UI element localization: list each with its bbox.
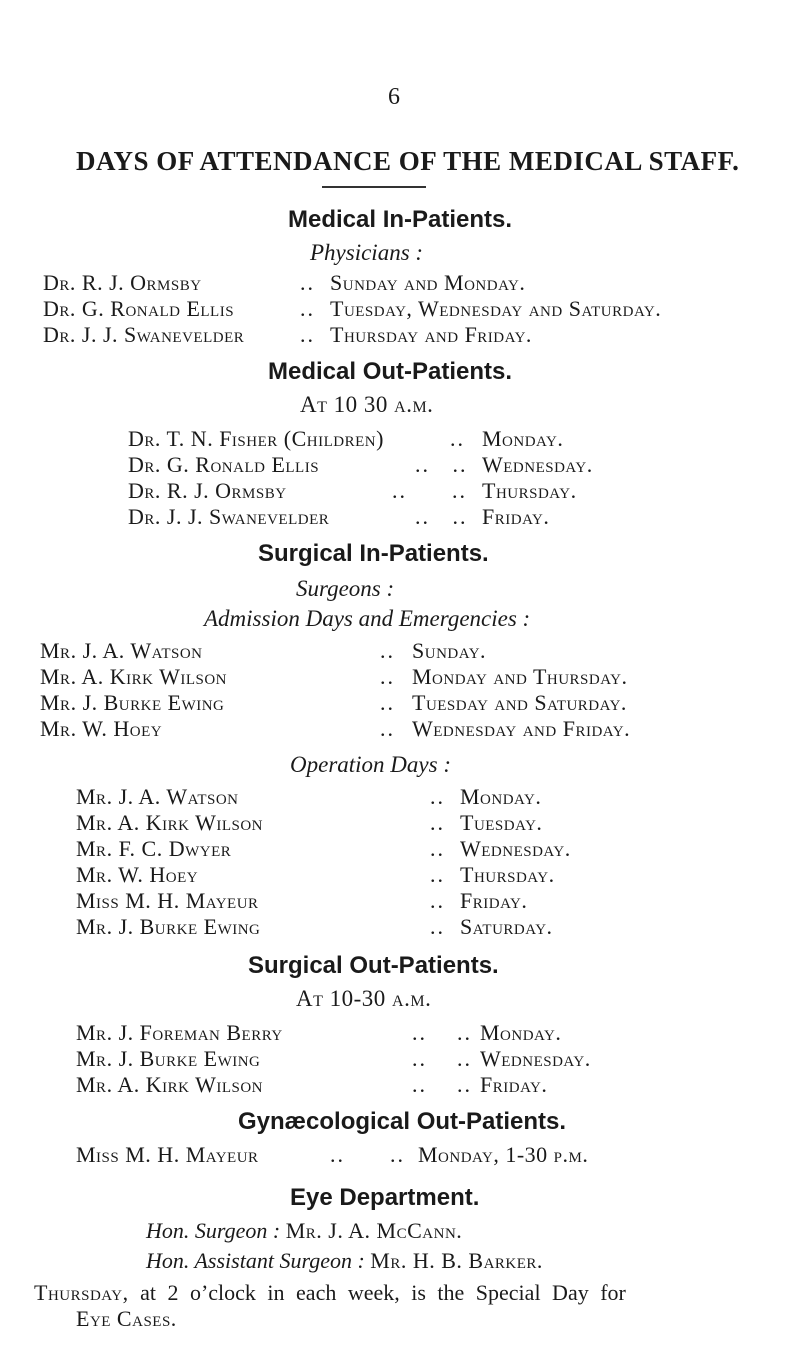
gynaecologist-name: Miss M. H. Mayeur	[76, 1142, 259, 1167]
surgeon-name: Mr. J. Burke Ewing	[76, 1046, 261, 1071]
leader-dots: .. ..	[412, 1046, 472, 1071]
physicians-subheading: Physicians :	[310, 240, 424, 265]
surgeon-days: Wednesday and Friday.	[412, 716, 631, 741]
eye-note-cases: Eye Cases.	[76, 1306, 177, 1331]
leader-dots: .. ..	[415, 504, 468, 529]
leader-dots: ..	[380, 638, 395, 663]
gynaecologist-days: Monday, 1-30 p.m.	[418, 1142, 589, 1167]
leader-dots: ..	[300, 296, 315, 321]
leader-dots: ..	[430, 836, 445, 861]
surgeon-days: Thursday.	[460, 862, 555, 887]
surgeon-days: Wednesday.	[480, 1046, 591, 1071]
eye-assistant-label: Hon. Assistant Surgeon :	[146, 1248, 365, 1273]
doctor-name: Dr. T. N. Fisher (Children)	[128, 426, 384, 451]
surgeon-days: Tuesday.	[460, 810, 543, 835]
surgeon-days: Wednesday.	[460, 836, 571, 861]
surgical-outpatients-heading: Surgical Out-Patients.	[248, 952, 499, 979]
medical-outpatients-heading: Medical Out-Patients.	[268, 358, 513, 385]
eye-assistant-line	[146, 1248, 543, 1274]
leader-dots: ..	[380, 716, 395, 741]
surgeon-name: Mr. J. Foreman Berry	[76, 1020, 283, 1045]
operation-days-heading: Operation Days :	[290, 752, 451, 777]
eye-department-heading: Eye Department.	[290, 1184, 480, 1211]
surgeon-name: Mr. J. A. Watson	[40, 638, 203, 663]
leader-dots: ..	[380, 664, 395, 689]
leader-dots: .. ..	[412, 1020, 472, 1045]
surgeon-days: Friday.	[480, 1072, 548, 1097]
physician-name: Dr. J. J. Swanevelder	[43, 322, 245, 347]
physician-days: Sunday and Monday.	[330, 270, 526, 295]
leader-dots: ..	[430, 810, 445, 835]
surgeon-days: Saturday.	[460, 914, 553, 939]
leader-dots: .. ..	[412, 1072, 472, 1097]
leader-dots: ..	[430, 784, 445, 809]
doctor-days: Friday.	[482, 504, 550, 529]
surgeon-days: Friday.	[460, 888, 528, 913]
eye-note-text: at 2 o’clock in each week, is the Special Day for	[140, 1280, 626, 1305]
leader-dots: ..	[300, 322, 315, 347]
doctor-name: Dr. R. J. Ormsby	[128, 478, 287, 503]
surgeon-days: Sunday.	[412, 638, 487, 663]
physician-name: Dr. R. J. Ormsby	[43, 270, 202, 295]
surgeon-name: Mr. J. Burke Ewing	[40, 690, 225, 715]
physician-days: Thursday and Friday.	[330, 322, 532, 347]
physician-days: Tuesday, Wednesday and Saturday.	[330, 296, 662, 321]
surgeon-name: Mr. W. Hoey	[76, 862, 199, 887]
doctor-days: Wednesday.	[482, 452, 593, 477]
eye-note-line	[34, 1280, 626, 1306]
page-number: 6	[388, 84, 400, 110]
eye-surgeon-label: Hon. Surgeon :	[146, 1218, 281, 1243]
gynaecological-outpatients-heading: Gynæcological Out-Patients.	[238, 1108, 567, 1135]
page-title: DAYS OF ATTENDANCE OF THE MEDICAL STAFF.	[76, 146, 740, 176]
surgeon-name: Miss M. H. Mayeur	[76, 888, 259, 913]
leader-dots: ..	[300, 270, 315, 295]
leader-dots: .. ..	[330, 1142, 405, 1167]
eye-note-day: Thursday,	[34, 1280, 129, 1305]
leader-dots: ..	[450, 426, 465, 451]
eye-assistant-name: Mr. H. B. Barker.	[370, 1248, 543, 1273]
leader-dots: ..	[380, 690, 395, 715]
leader-dots: ..	[430, 888, 445, 913]
admission-days-heading: Admission Days and Emergencies :	[204, 606, 531, 631]
surgical-inpatients-heading: Surgical In-Patients.	[258, 540, 489, 567]
doctor-name: Dr. J. J. Swanevelder	[128, 504, 330, 529]
surgeon-name: Mr. W. Hoey	[40, 716, 163, 741]
leader-dots: .. ..	[392, 478, 467, 503]
surgeons-subheading: Surgeons :	[296, 576, 395, 601]
eye-surgeon-line	[146, 1218, 462, 1244]
doctor-name: Dr. G. Ronald Ellis	[128, 452, 320, 477]
surgeon-days: Tuesday and Saturday.	[412, 690, 627, 715]
surgeon-name: Mr. J. A. Watson	[76, 784, 239, 809]
medical-inpatients-heading: Medical In-Patients.	[288, 206, 513, 233]
surgeon-name: Mr. A. Kirk Wilson	[76, 810, 263, 835]
leader-dots: ..	[430, 914, 445, 939]
surgeon-name: Mr. A. Kirk Wilson	[76, 1072, 263, 1097]
surgeon-days: Monday.	[460, 784, 542, 809]
leader-dots: ..	[430, 862, 445, 887]
physician-name: Dr. G. Ronald Ellis	[43, 296, 235, 321]
leader-dots: .. ..	[415, 452, 468, 477]
surgeon-name: Mr. A. Kirk Wilson	[40, 664, 227, 689]
eye-surgeon-name: Mr. J. A. McCann.	[285, 1218, 463, 1243]
surgeon-name: Mr. F. C. Dwyer	[76, 836, 232, 861]
surgeon-days: Monday.	[480, 1020, 562, 1045]
doctor-days: Monday.	[482, 426, 564, 451]
doctor-days: Thursday.	[482, 478, 577, 503]
title-rule	[322, 186, 426, 188]
surgeon-name: Mr. J. Burke Ewing	[76, 914, 261, 939]
surgical-outpatients-time: At 10-30 a.m.	[296, 986, 432, 1011]
medical-outpatients-time: At 10 30 a.m.	[300, 392, 434, 417]
surgeon-days: Monday and Thursday.	[412, 664, 628, 689]
